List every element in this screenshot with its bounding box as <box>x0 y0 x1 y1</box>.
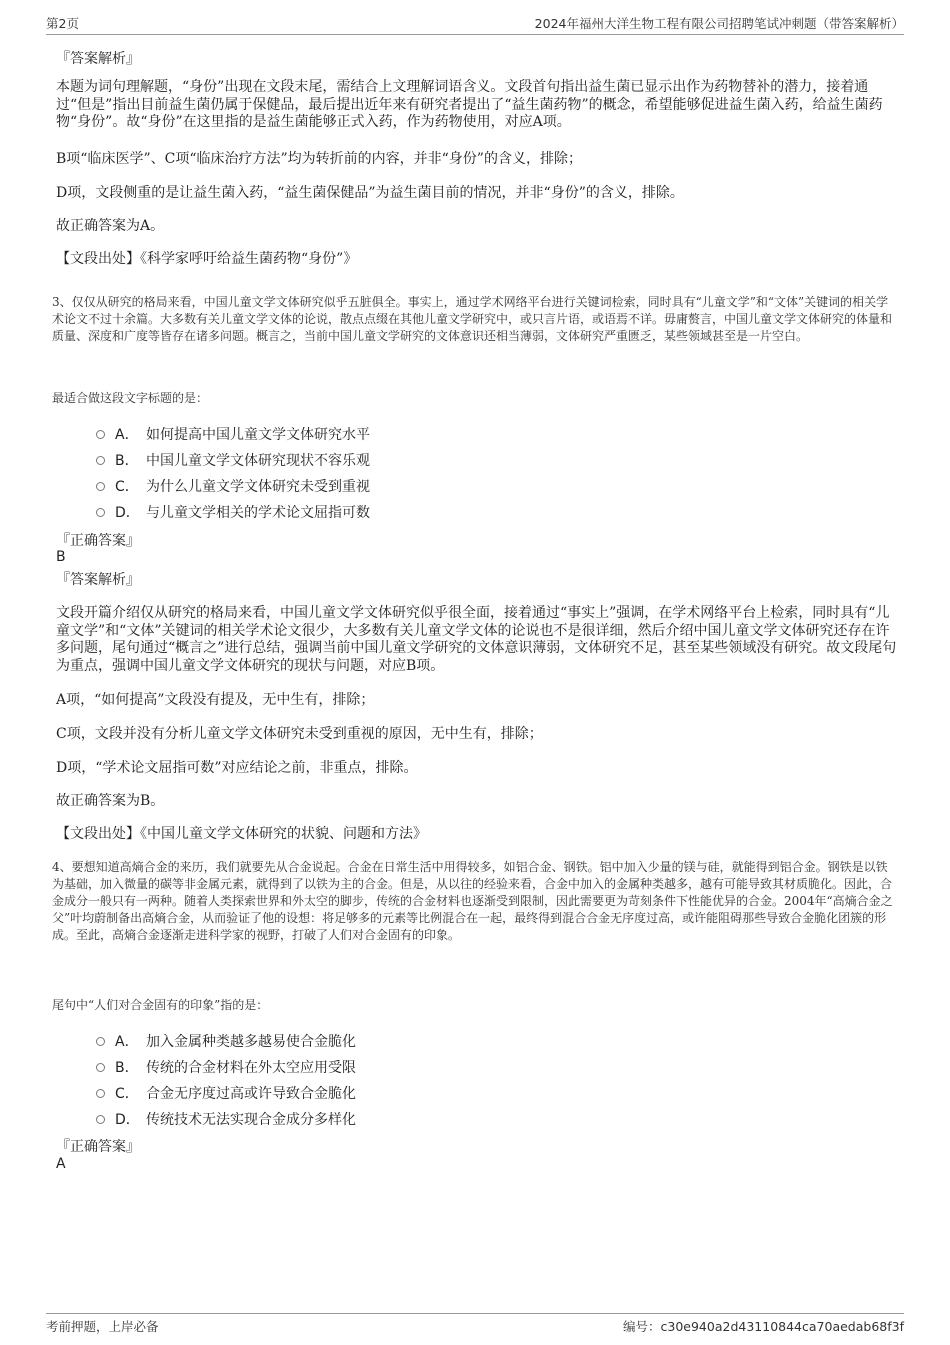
q3-exclude-a: A项，“如何提高”文段没有提及，无中生有，排除； <box>56 692 375 708</box>
radio-icon[interactable] <box>96 1037 105 1046</box>
q3-option-a[interactable] <box>96 424 370 444</box>
option-letter: B． <box>115 1060 139 1076</box>
q3-source: 【文段出处】《中国儿童文学文体研究的状貌、问题和方法》 <box>56 826 427 842</box>
q3-analysis: 文段开篇介绍仅从研究的格局来看，中国儿童文学文体研究似乎很全面，接着通过“事实上”强调，在学术网络平台上检索，同时具有“儿童文学”和“文体”关键词的相关学术论文很少，大多数有关儿童文学文体的论说也不是很详细，然后介绍中国儿童文学文体研究还存在许多问题，尾句通过“概言之”进行总结，强调当前中国儿童文学研究的文体意识薄弱，文体研究不足，甚至某些领域没有研究。故文段尾句为重点，强调中国儿童文学文体研究的现状与问题，对应B项。 <box>56 605 897 674</box>
option-text: 传统技术无法实现合金成分多样化 <box>146 1112 356 1128</box>
q3-text: 3、仅仅从研究的格局来看，中国儿童文学文体研究似乎五脏俱全。事实上，通过学术网络平台进行关键词检索，同时具有“儿童文学”和“文体”关键词的相关学术论文不过十余篇。大多数有关儿童文学文体的论说，散点点缀在其他儿童文学研究中，或只言片语，或语焉不详。毋庸赘言，中国儿童文学文体研究的体量和质量、深度和广度等皆存在诸多问题。概言之，当前中国儿童文学研究的文体意识还相当薄弱，文体研究严重匮乏，某些领域甚至是一片空白。 <box>52 295 893 343</box>
q3-exclude-c: C项，文段并没有分析儿童文学文体研究未受到重视的原因，无中生有，排除； <box>56 726 543 742</box>
q4-text: 4、要想知道高熵合金的来历，我们就要先从合金说起。合金在日常生活中用得较多，如铝合金、钢铁。铝中加入少量的镁与硅，就能得到铝合金。钢铁是以铁为基础，加入微量的碳等非金属元素，就得到了以铁为主的合金。但是，从以往的经验来看，合金中加入的金属种类越多，越有可能导致其材质脆化。因此，合金成分一般只有一两种。随着人类探索世界和外太空的脚步，传统的合金材料也逐渐受到限制，因此需要更为苛刻条件下性能优异的合金。2004年“高熵合金之父”叶均蔚制备出高熵合金，从而验证了他的设想：将足够多的元素等比例混合在一起，最终得到混合合金无序度过高，或许能阻碍那些导致合金脆化团簇的形成。至此，高熵合金逐渐走进科学家的视野，打破了人们对合金固有的印象。 <box>52 860 893 942</box>
option-text: 中国儿童文学文体研究现状不容乐观 <box>146 453 370 469</box>
q3-correct-answer: B <box>56 549 66 565</box>
page-footer <box>46 1313 904 1336</box>
q3-option-d[interactable] <box>96 502 370 522</box>
option-text: 合金无序度过高或许导致合金脆化 <box>146 1086 356 1102</box>
page-header <box>46 14 904 35</box>
q2-conclusion: 故正确答案为A。 <box>56 218 165 234</box>
q3-option-c[interactable] <box>96 476 370 496</box>
option-letter: A． <box>115 1034 139 1050</box>
q3-correct-label: 『正确答案』 <box>56 533 140 549</box>
q4-option-c[interactable] <box>96 1083 356 1103</box>
radio-icon[interactable] <box>96 1089 105 1098</box>
q3-prompt: 最适合做这段文字标题的是： <box>52 391 209 405</box>
q4-correct-label: 『正确答案』 <box>56 1139 140 1155</box>
page-number: 第2页 <box>46 16 79 31</box>
option-text: 如何提高中国儿童文学文体研究水平 <box>146 427 370 443</box>
option-letter: A． <box>115 427 139 443</box>
q3-option-b[interactable] <box>96 450 370 470</box>
q4-option-b[interactable] <box>96 1057 356 1077</box>
radio-icon[interactable] <box>96 1115 105 1124</box>
q2-exclude-d: D项，文段侧重的是让益生菌入药，“益生菌保健品”为益生菌目前的情况，并非“身份”的含义，排除。 <box>56 185 684 201</box>
q4-option-d[interactable] <box>96 1109 356 1129</box>
radio-icon[interactable] <box>96 508 105 517</box>
radio-icon[interactable] <box>96 482 105 491</box>
option-text: 加入金属种类越多越易使合金脆化 <box>146 1034 356 1050</box>
option-letter: C． <box>115 479 139 495</box>
q4-correct-answer: A <box>56 1156 66 1172</box>
q2-analysis-label: 『答案解析』 <box>56 51 140 67</box>
option-text: 传统的合金材料在外太空应用受限 <box>146 1060 356 1076</box>
radio-icon[interactable] <box>96 456 105 465</box>
radio-icon[interactable] <box>96 430 105 439</box>
option-text: 与儿童文学相关的学术论文屈指可数 <box>146 505 370 521</box>
document-title: 2024年福州大洋生物工程有限公司招聘笔试冲刺题（带答案解析） <box>534 16 904 31</box>
q2-exclude-bc: B项“临床医学”、C项“临床治疗方法”均为转折前的内容，并非“身份”的含义，排除； <box>56 151 582 167</box>
radio-icon[interactable] <box>96 1063 105 1072</box>
q3-exclude-d: D项，“学术论文屈指可数”对应结论之前，非重点，排除。 <box>56 760 418 776</box>
q2-source: 【文段出处】《科学家呼吁给益生菌药物“身份”》 <box>56 251 358 267</box>
q4-option-a[interactable] <box>96 1031 356 1051</box>
option-letter: B． <box>115 453 139 469</box>
q4-prompt: 尾句中“人们对合金固有的印象”指的是： <box>52 998 269 1012</box>
option-letter: D． <box>115 505 140 521</box>
footer-slogan: 考前押题，上岸必备 <box>46 1319 159 1334</box>
option-text: 为什么儿童文学文体研究未受到重视 <box>146 479 370 495</box>
option-letter: C． <box>115 1086 139 1102</box>
document-id: 编号：c30e940a2d43110844ca70aedab68f3f <box>623 1319 904 1334</box>
q2-analysis: 本题为词句理解题，“身份”出现在文段末尾，需结合上文理解词语含义。文段首句指出益生菌已显示出作为药物替补的潜力，接着通过“但是”指出目前益生菌仍属于保健品，最后提出近年来有研究者提出了“益生菌药物”的概念，希望能够促进益生菌入药，给益生菌药物“身份”。故“身份”在这里指的是益生菌能够正式入药，作为药物使用，对应A项。 <box>56 79 883 130</box>
q3-analysis-label: 『答案解析』 <box>56 572 140 588</box>
q3-conclusion: 故正确答案为B。 <box>56 793 165 809</box>
option-letter: D． <box>115 1112 140 1128</box>
